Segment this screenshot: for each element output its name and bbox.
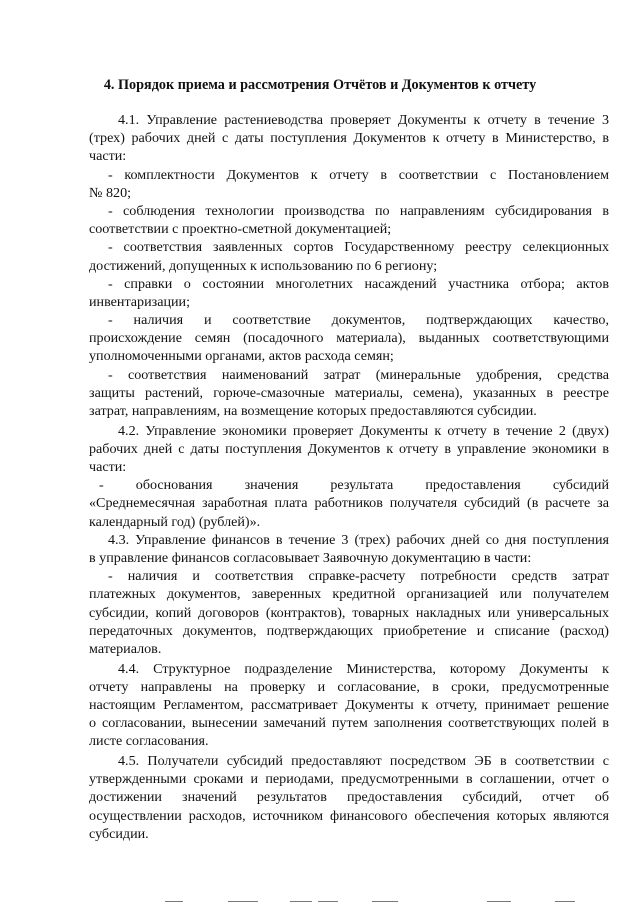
- text-line: листе согласования.: [89, 733, 209, 750]
- text-line: субсидии.: [89, 825, 149, 842]
- text-line: о согласовании, вынесении замечаний путем заполнения соответствующих полей в: [89, 715, 609, 732]
- text-line: - комплектности Документов к отчету в соответствии с Постановлением: [108, 166, 609, 183]
- text-line: календарный год) (рублей)».: [89, 513, 261, 530]
- text-line: - обоснования значения результата предоставления субсидий: [99, 477, 609, 494]
- text-line: передаточных документов, подтверждающих приобретение и списание (расход): [89, 622, 609, 639]
- document-body: [89, 111, 609, 843]
- paragraph-4-5: [89, 752, 609, 843]
- text-line: 4.4. Структурное подразделение Министерства, которому Документы к: [118, 660, 609, 677]
- text-line: достижении значений результатов предоставления субсидий, отчет об: [89, 789, 609, 806]
- text-line: рабочих дней с даты поступления Документов к отчету в управление экономики в: [89, 440, 609, 457]
- paragraph-4-2: [89, 422, 609, 531]
- text-line: осуществлении расходов, источником финансового обеспечения которых являются: [89, 807, 609, 824]
- text-line: затрат, направлениям, на возмещение которых предоставляются субсидии.: [89, 403, 537, 419]
- text-line: - справки о состоянии многолетних насаждений участника отбора; актов: [108, 275, 609, 292]
- text-line: настоящим Регламентом, рассматривает Документы к отчету, принимает решение: [89, 697, 609, 713]
- text-line: инвентаризации;: [89, 293, 190, 310]
- paragraph-4-3: [89, 531, 609, 658]
- text-line: № 820;: [89, 184, 132, 201]
- text-line: - соответствия заявленных сортов Государственному реестру селекционных: [108, 239, 609, 256]
- paragraph-4-4: [89, 660, 609, 751]
- text-line: 4.3. Управление финансов в течение 3 (трех) рабочих дней со дня поступления: [108, 531, 609, 548]
- text-line: отчету направлены на проверку и согласование, в сроки, предусмотренные: [89, 678, 609, 695]
- text-line: материалов.: [89, 640, 162, 657]
- text-line: - наличия и соответствия справке-расчету потребности средств затрат: [108, 568, 609, 585]
- text-line: защиты растений, горюче-смазочные материалы, семена), указанных в реестре: [89, 384, 609, 401]
- text-line: - соответствия наименований затрат (минеральные удобрения, средства: [108, 366, 609, 383]
- text-line: соответствии с проектно-сметной документацией;: [89, 221, 392, 238]
- text-line: утвержденными сроками и периодами, предусмотренными в соглашении, отчет о: [89, 771, 609, 788]
- text-line: уполномоченными органами, актов расхода семян;: [89, 348, 394, 365]
- page-edge-marks: [0, 899, 640, 905]
- text-line: части:: [89, 459, 127, 476]
- text-line: (трех) рабочих дней с даты поступления Документов к отчету в Министерство, в: [89, 130, 609, 147]
- text-line: в управление финансов согласовывает Заявочную документацию в части:: [89, 550, 532, 566]
- text-line: «Среднемесячная заработная плата работников получателя субсидий (в расчете за: [89, 495, 609, 512]
- text-line: 4.5. Получатели субсидий предоставляют посредством ЭБ в соответствии с: [118, 753, 609, 770]
- text-line: платежных документов, заверенных кредитной организацией или получателем: [89, 586, 609, 603]
- text-line: достижений, допущенных к использованию по 6 региону;: [89, 257, 438, 274]
- text-line: - соблюдения технологии производства по направлениям субсидирования в: [108, 202, 609, 219]
- text-line: происхождение семян (посадочного материала), выданных соответствующими: [89, 330, 609, 347]
- section-heading: 4. Порядок приема и рассмотрения Отчётов и Документов к отчету: [103, 77, 537, 93]
- text-line: 4.2. Управление экономики проверяет Документы к отчету в течение 2 (двух): [118, 422, 609, 439]
- text-line: - наличия и соответствие документов, подтверждающих качество,: [108, 312, 609, 329]
- text-line: 4.1. Управление растениеводства проверяет Документы к отчету в течение 3: [118, 112, 609, 128]
- paragraph-4-1: [89, 111, 609, 420]
- text-line: субсидии, копий договоров (контрактов), товарных накладных или универсальных: [89, 604, 609, 621]
- text-line: части:: [89, 148, 127, 165]
